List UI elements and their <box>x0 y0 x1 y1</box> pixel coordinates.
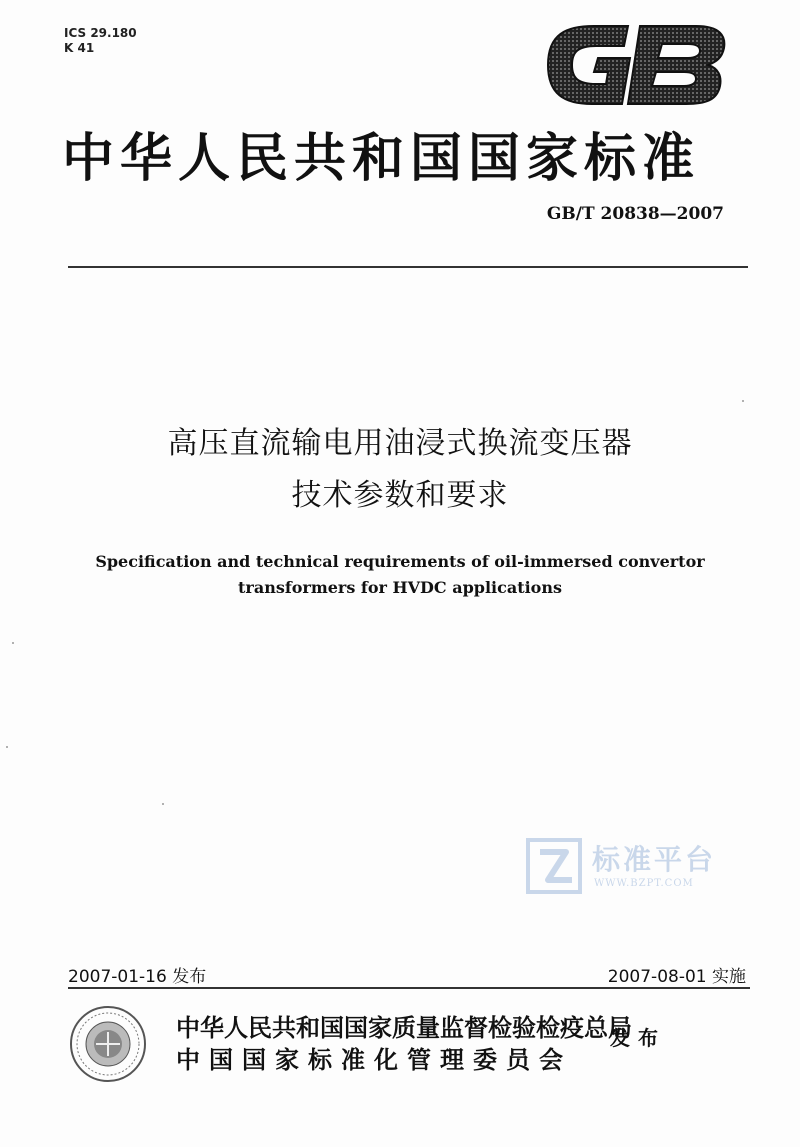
scan-speck <box>162 803 164 805</box>
issuer-line2: 中国国家标准化管理委员会 <box>176 1046 572 1074</box>
issue-date: 2007-01-16 发布 <box>68 967 207 987</box>
ics-code: ICS 29.180 <box>64 26 137 40</box>
bottom-divider <box>68 987 750 989</box>
title-cn-line1: 高压直流输电用油浸式换流变压器 <box>167 426 633 461</box>
scan-speck <box>742 400 744 402</box>
watermark-text: 标准平台 <box>592 843 717 876</box>
watermark-url: WWW.BZPT.COM <box>594 878 694 889</box>
top-divider <box>68 266 748 268</box>
scan-speck <box>12 642 14 644</box>
title-cn-line2: 技术参数和要求 <box>291 478 509 513</box>
class-code: K 41 <box>64 41 95 55</box>
title-en-line1: Specification and technical requirements of oil-immersed convertor <box>95 552 705 571</box>
watermark <box>526 836 746 902</box>
official-seal-icon <box>68 1004 148 1084</box>
issuer-line1: 中华人民共和国国家质量监督检验检疫总局 <box>176 1014 632 1042</box>
standard-number: GB/T 20838—2007 <box>546 204 724 224</box>
title-en-line2: transformers for HVDC applications <box>238 578 562 597</box>
scan-speck <box>6 746 8 748</box>
publish-label: 发布 <box>610 1026 666 1050</box>
bzpt-logo-icon <box>526 836 586 896</box>
main-title: 中华人民共和国国家标准 <box>62 128 701 189</box>
implementation-date: 2007-08-01 实施 <box>607 967 746 987</box>
gb-logo <box>536 20 736 110</box>
classification-codes <box>64 26 137 56</box>
